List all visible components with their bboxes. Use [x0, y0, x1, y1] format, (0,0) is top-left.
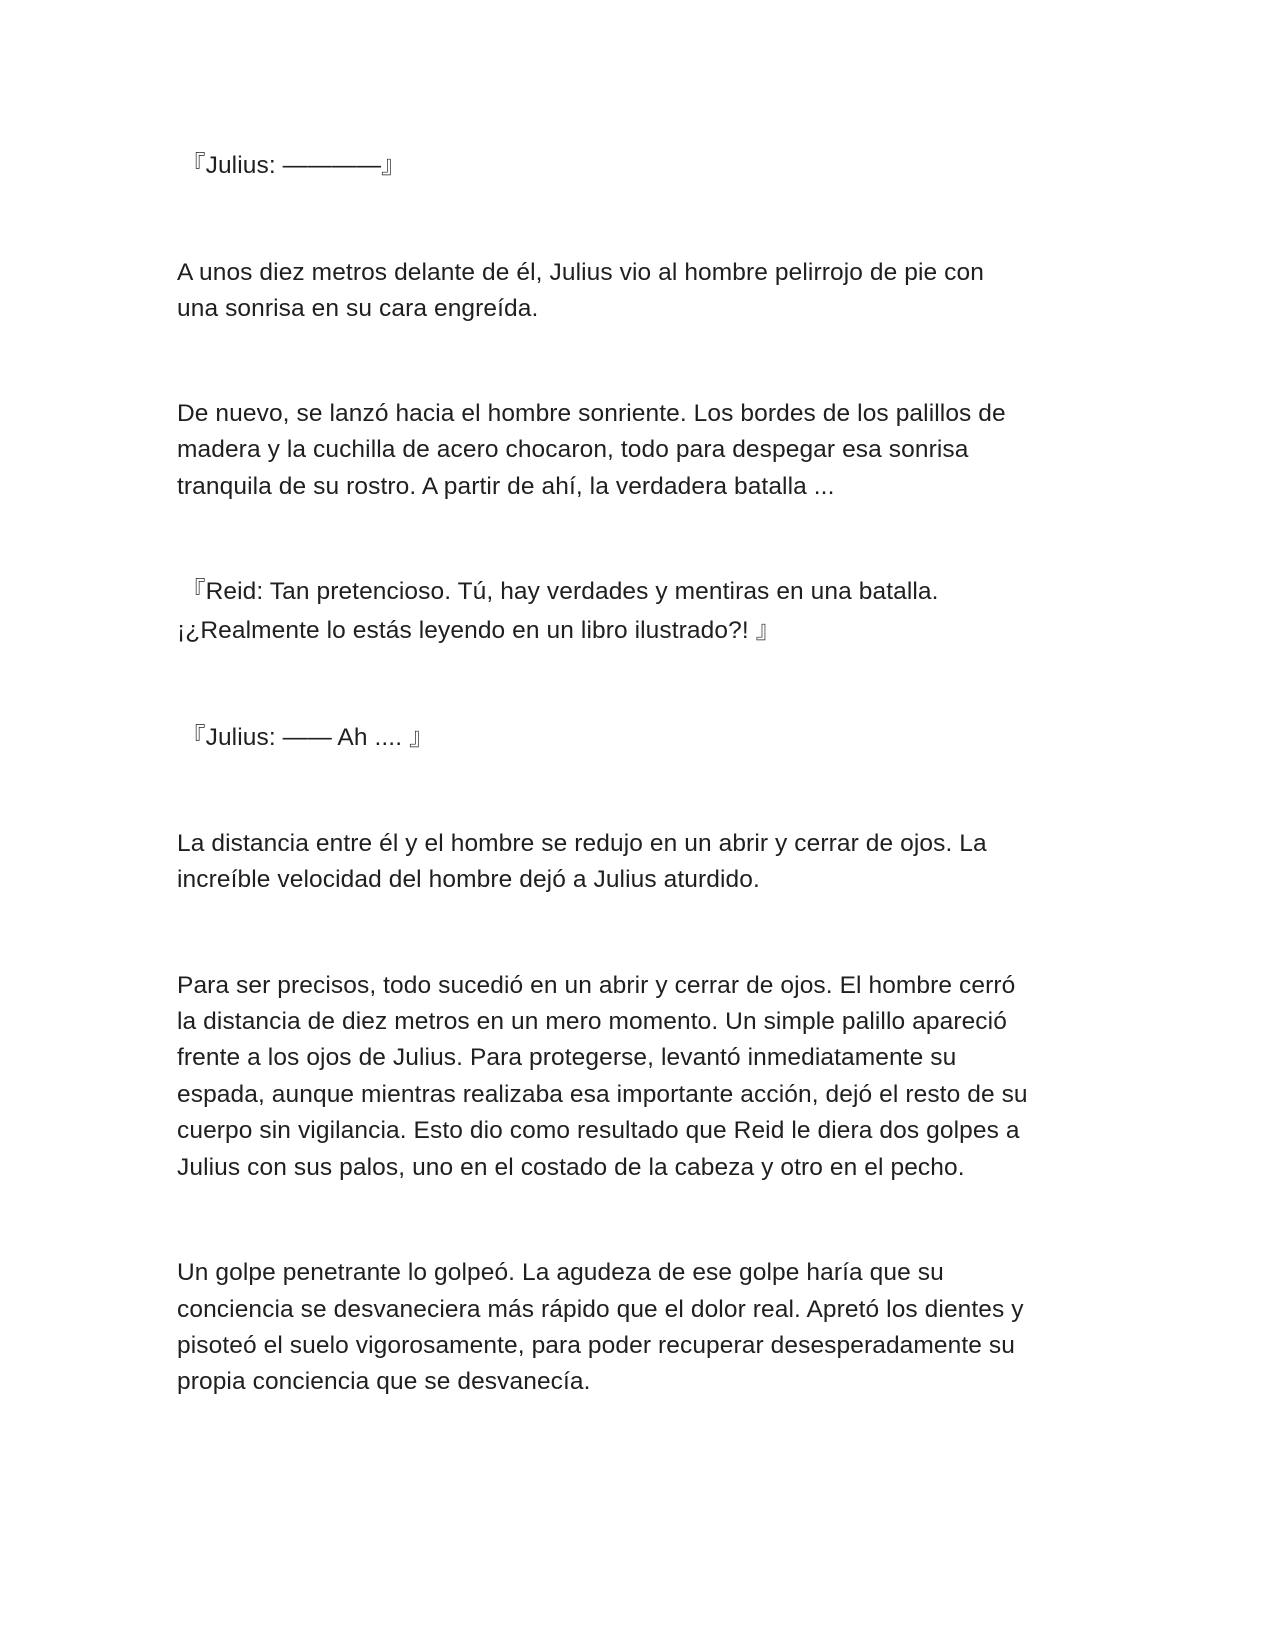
paragraph-line: Un golpe penetrante lo golpeó. La agudeza de ese golpe haría que su	[177, 1259, 944, 1286]
paragraph-line: De nuevo, se lanzó hacia el hombre sonriente. Los bordes de los palillos de	[177, 400, 1006, 427]
paragraph-line: frente a los ojos de Julius. Para protegerse, levantó inmediatamente su	[177, 1044, 957, 1071]
paragraph-line: pisoteó el suelo vigorosamente, para poder recuperar desesperadamente su	[177, 1332, 1015, 1359]
paragraph-line: la distancia de diez metros en un mero momento. Un simple palillo apareció	[177, 1008, 1007, 1035]
paragraph-line: conciencia se desvaneciera más rápido que el dolor real. Apretó los dientes y	[177, 1296, 1024, 1323]
dialogue-line: 『Julius: —— Ah .... 』	[181, 724, 434, 751]
dialogue-line: ¡¿Realmente lo estás leyendo en un libro ilustrado?! 』	[177, 617, 781, 644]
paragraph-line: La distancia entre él y el hombre se redujo en un abrir y cerrar de ojos. La	[177, 830, 987, 857]
paragraph-line: propia conciencia que se desvanecía.	[177, 1368, 591, 1395]
paragraph-line: madera y la cuchilla de acero chocaron, todo para despegar esa sonrisa	[177, 436, 969, 463]
paragraph-line: Julius con sus palos, uno en el costado de la cabeza y otro en el pecho.	[177, 1154, 965, 1181]
dialogue-line: 『Julius: ————』	[181, 152, 406, 179]
paragraph-line: una sonrisa en su cara engreída.	[177, 295, 539, 322]
paragraph-line: espada, aunque mientras realizaba esa importante acción, dejó el resto de su	[177, 1081, 1028, 1108]
paragraph-line: Para ser precisos, todo sucedió en un abrir y cerrar de ojos. El hombre cerró	[177, 972, 1016, 999]
paragraph-line: cuerpo sin vigilancia. Esto dio como resultado que Reid le diera dos golpes a	[177, 1117, 1020, 1144]
dialogue-line: 『Reid: Tan pretencioso. Tú, hay verdades y mentiras en una batalla.	[181, 578, 939, 605]
paragraph-line: A unos diez metros delante de él, Julius vio al hombre pelirrojo de pie con	[177, 259, 984, 286]
paragraph-line: tranquila de su rostro. A partir de ahí, la verdadera batalla ...	[177, 473, 835, 500]
paragraph-line: increíble velocidad del hombre dejó a Julius aturdido.	[177, 866, 760, 893]
